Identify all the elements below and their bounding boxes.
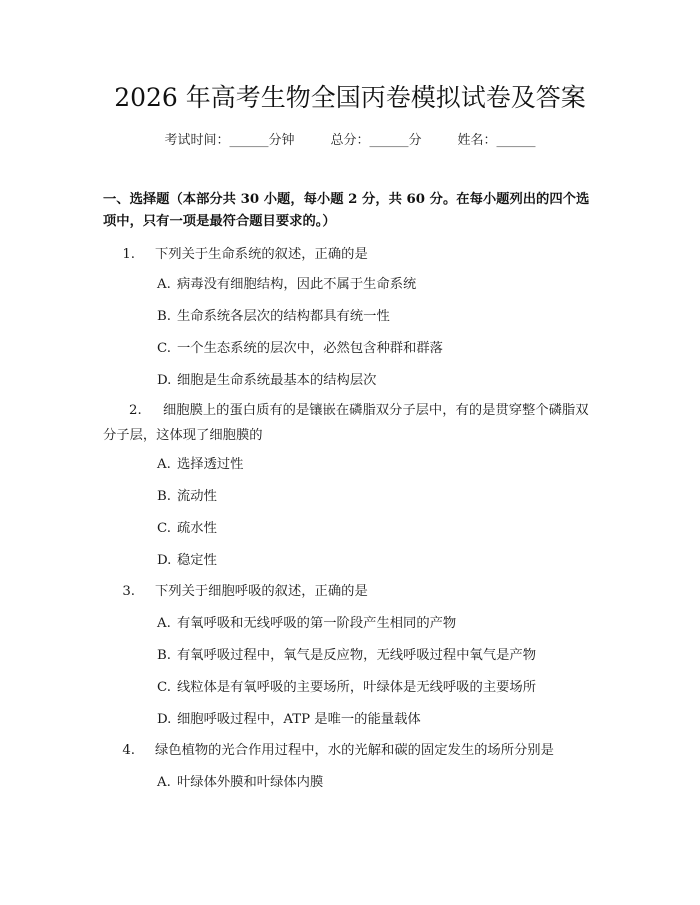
question-3-option-b [157, 643, 597, 668]
option-letter: D. [157, 553, 172, 568]
option-letter: D. [157, 712, 172, 727]
question-number: 3. [122, 584, 135, 599]
question-4-option-a [157, 770, 597, 795]
question-3-option-a [157, 611, 597, 636]
option-text: 选择透过性 [177, 457, 244, 472]
option-letter: A. [157, 775, 171, 790]
option-text: 一个生态系统的层次中，必然包含种群和群落 [177, 341, 443, 356]
exam-time-field: 考试时间：______分钟 [164, 133, 295, 148]
option-letter: B. [157, 648, 171, 663]
student-name-field: 姓名：______ [457, 133, 536, 148]
option-text: 疏水性 [177, 521, 217, 536]
option-text: 稳定性 [177, 553, 217, 568]
total-score-field: 总分：______分 [330, 133, 422, 148]
option-text: 有氧呼吸过程中，氧气是反应物，无线呼吸过程中氧气是产物 [177, 648, 537, 663]
question-2 [103, 398, 597, 448]
option-letter: B. [157, 489, 171, 504]
question-3-option-c [157, 675, 597, 700]
question-1-option-a [157, 272, 597, 297]
question-text: 细胞膜上的蛋白质有的是镶嵌在磷脂双分子层中，有的是贯穿整个磷脂双分子层，这体现了细胞膜的 [103, 403, 589, 443]
option-letter: A. [157, 616, 171, 631]
option-letter: B. [157, 309, 171, 324]
option-text: 叶绿体外膜和叶绿体内膜 [177, 775, 324, 790]
question-1-option-c [157, 336, 597, 361]
option-letter: A. [157, 277, 171, 292]
question-2-option-b [157, 484, 597, 509]
question-3 [103, 579, 597, 604]
option-text: 线粒体是有氧呼吸的主要场所，叶绿体是无线呼吸的主要场所 [177, 680, 537, 695]
exam-info-line [0, 128, 700, 154]
option-text: 细胞呼吸过程中，ATP 是唯一的能量载体 [177, 712, 421, 727]
question-2-option-a [157, 452, 597, 477]
option-letter: C. [157, 521, 171, 536]
question-number: 2. [129, 403, 142, 418]
question-text: 下列关于细胞呼吸的叙述，正确的是 [155, 584, 368, 599]
question-number: 4. [122, 743, 135, 758]
question-1-option-d [157, 368, 597, 393]
page-title: 2026 年高考生物全国丙卷模拟试卷及答案 [114, 83, 586, 112]
option-letter: D. [157, 373, 172, 388]
question-text: 绿色植物的光合作用过程中，水的光解和碳的固定发生的场所分别是 [155, 743, 554, 758]
option-text: 流动性 [177, 489, 217, 504]
question-1-option-b [157, 304, 597, 329]
question-4 [103, 738, 597, 763]
section-heading: 一、选择题（本部分共 30 小题，每小题 2 分，共 60 分。在每小题列出的四个选项中，只有一项是最符合题目要求的。） [103, 192, 590, 229]
option-text: 细胞是生命系统最基本的结构层次 [177, 373, 377, 388]
question-3-option-d [157, 707, 597, 732]
option-letter: C. [157, 341, 171, 356]
option-letter: C. [157, 680, 171, 695]
question-text: 下列关于生命系统的叙述，正确的是 [155, 247, 368, 262]
option-text: 病毒没有细胞结构，因此不属于生命系统 [177, 277, 417, 292]
question-number: 1. [122, 247, 135, 262]
option-text: 有氧呼吸和无线呼吸的第一阶段产生相同的产物 [177, 616, 457, 631]
question-2-option-d [157, 548, 597, 573]
option-text: 生命系统各层次的结构都具有统一性 [177, 309, 390, 324]
question-1 [103, 242, 597, 267]
question-2-option-c [157, 516, 597, 541]
option-letter: A. [157, 457, 171, 472]
